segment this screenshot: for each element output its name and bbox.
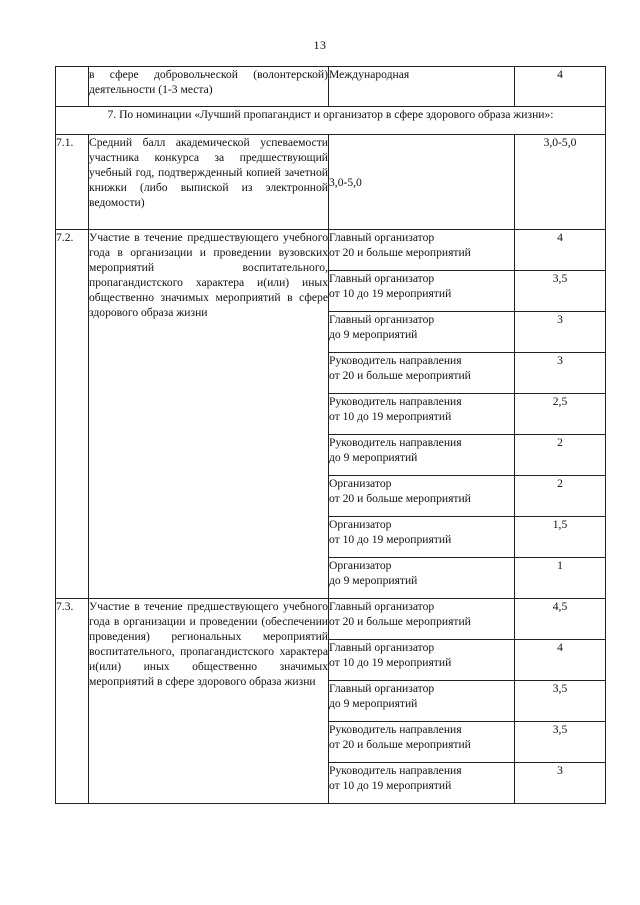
section-title: 7. По номинации «Лучший пропагандист и организатор в сфере здорового образа жизни»: <box>56 107 606 135</box>
points-cell: 3,0-5,0 <box>515 135 606 230</box>
level-cell: Главный организатор от 10 до 19 мероприятий <box>329 640 515 681</box>
level-cell: Главный организатор до 9 мероприятий <box>329 312 515 353</box>
criterion-description: Средний балл академической успеваемости участника конкурса за предшествующий учебный год, подтвержденный копией зачетной книжки (либо выпиской из электронной ведомости) <box>89 135 329 230</box>
level-cell: Организатор от 10 до 19 мероприятий <box>329 517 515 558</box>
table-row <box>56 67 606 107</box>
points-cell: 3,5 <box>515 271 606 312</box>
item-number: 7.1. <box>56 135 89 230</box>
level-cell: Организатор от 20 и больше мероприятий <box>329 476 515 517</box>
points-cell: 1,5 <box>515 517 606 558</box>
table-row <box>56 599 606 640</box>
item-number: 7.2. <box>56 230 89 599</box>
level-cell: Руководитель направления от 10 до 19 мероприятий <box>329 394 515 435</box>
points-cell: 3 <box>515 312 606 353</box>
points-cell: 4 <box>515 67 606 107</box>
criterion-description: в сфере добровольческой (волонтерской) деятельности (1-3 места) <box>89 67 329 107</box>
points-cell: 4 <box>515 640 606 681</box>
points-cell: 4,5 <box>515 599 606 640</box>
level-cell: Руководитель направления от 20 и больше мероприятий <box>329 353 515 394</box>
level-cell: Главный организатор от 20 и больше мероприятий <box>329 599 515 640</box>
table-row <box>56 135 606 230</box>
level-cell: Главный организатор от 20 и больше мероприятий <box>329 230 515 271</box>
criterion-description: Участие в течение предшествующего учебного года в организации и проведении вузовских мероприятий воспитательного, пропагандистского характера и(или) иных общественно значимых мероприятий в сфере здорового образа жизни <box>89 230 329 599</box>
points-cell: 2 <box>515 435 606 476</box>
level-cell: Руководитель направления от 20 и больше мероприятий <box>329 722 515 763</box>
points-cell: 2,5 <box>515 394 606 435</box>
page-number: 13 <box>313 38 327 52</box>
level-cell: 3,0-5,0 <box>329 135 515 230</box>
criterion-description: Участие в течение предшествующего учебного года в организации и проведении (обеспечении проведения) региональных мероприятий воспитательного, пропагандистского характера и(или) иных общественно значимых мероприятий в сфере здорового образа жизни <box>89 599 329 804</box>
level-cell: Руководитель направления от 10 до 19 мероприятий <box>329 763 515 804</box>
criteria-table <box>55 66 606 804</box>
level-cell: Международная <box>329 67 515 107</box>
points-cell: 3 <box>515 353 606 394</box>
points-cell: 2 <box>515 476 606 517</box>
points-cell: 3,5 <box>515 681 606 722</box>
level-cell: Организатор до 9 мероприятий <box>329 558 515 599</box>
points-cell: 4 <box>515 230 606 271</box>
level-cell: Главный организатор от 10 до 19 мероприятий <box>329 271 515 312</box>
table-row <box>56 230 606 271</box>
section-header-row <box>56 107 606 135</box>
num-cell <box>56 67 89 107</box>
item-number: 7.3. <box>56 599 89 804</box>
level-cell: Руководитель направления до 9 мероприятий <box>329 435 515 476</box>
level-cell: Главный организатор до 9 мероприятий <box>329 681 515 722</box>
points-cell: 3,5 <box>515 722 606 763</box>
points-cell: 3 <box>515 763 606 804</box>
points-cell: 1 <box>515 558 606 599</box>
